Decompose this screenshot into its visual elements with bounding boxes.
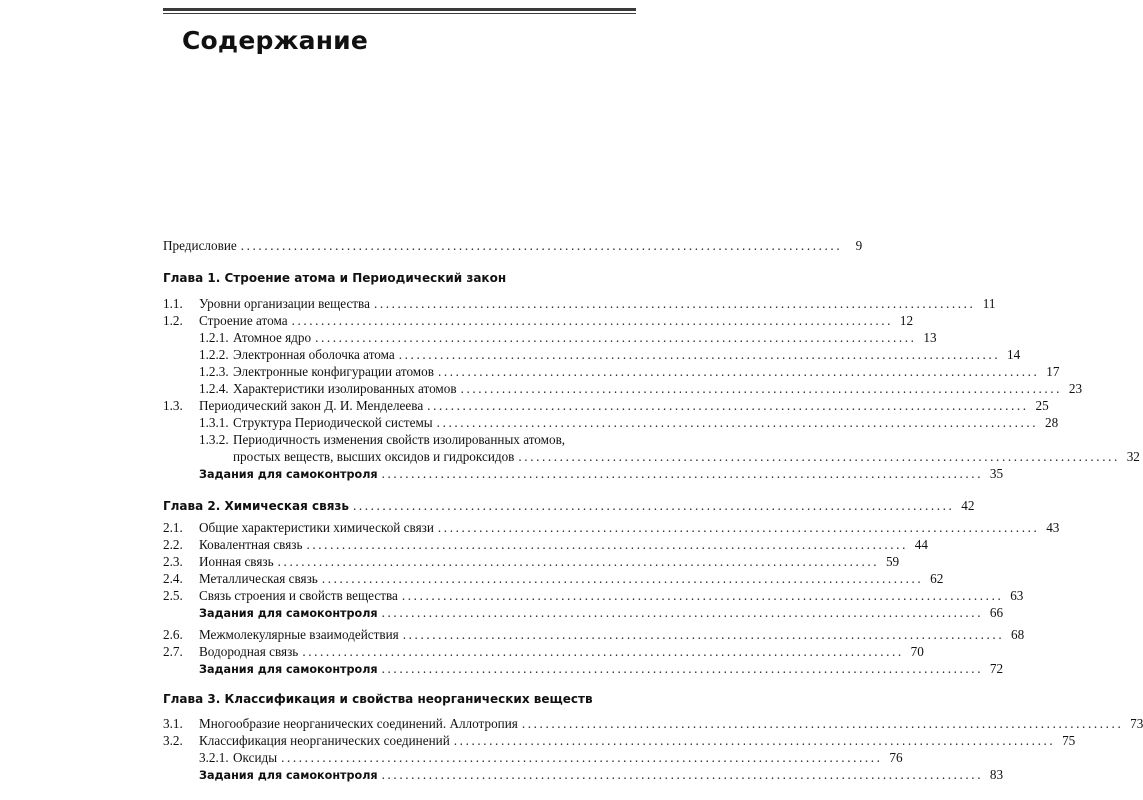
dot-leader: ......................................................................................................: [398, 347, 1001, 362]
section-number: 2.1.: [163, 520, 183, 535]
section-number: 1.2.1.: [199, 330, 229, 345]
section-number: 2.6.: [163, 627, 183, 642]
toc-page-number: 72: [989, 661, 1004, 676]
toc-entry-text: Периодический закон Д. И. Менделеева: [199, 398, 424, 413]
dot-leader: ......................................................................................................: [306, 537, 908, 552]
section-number: 2.2.: [163, 537, 183, 552]
toc-page-number: 17: [1046, 364, 1060, 379]
toc-entry-text: Металлическая связь: [199, 571, 318, 586]
toc-entry-2-2[interactable]: [163, 537, 928, 555]
toc-entry-ch3-tasks[interactable]: [163, 767, 1004, 785]
toc-page-number: 32: [1126, 449, 1140, 464]
toc-page-number: 44: [914, 537, 928, 552]
toc-page-number: 12: [899, 313, 914, 328]
toc-entry-2-7[interactable]: [163, 644, 924, 662]
toc-entry-text: Предисловие: [163, 238, 237, 253]
toc-entry-text: Оксиды: [233, 750, 278, 765]
toc-entry-text: Задания для самоконтроля: [199, 468, 378, 481]
dot-leader: ......................................................................................................: [381, 661, 984, 676]
dot-leader: ......................................................................................................: [381, 605, 984, 620]
toc-entry-3-1[interactable]: [163, 716, 1143, 734]
dot-leader: ......................................................................................................: [381, 767, 984, 782]
toc-page-number: 11: [982, 296, 996, 311]
section-number: 2.5.: [163, 588, 183, 603]
toc-entry-text: Ковалентная связь: [199, 537, 303, 552]
toc-entry-text: Задания для самоконтроля: [199, 607, 378, 620]
section-number: 2.3.: [163, 554, 183, 569]
toc-entry-3-2-1[interactable]: [163, 750, 903, 768]
toc-entry-1-3-2[interactable]: [163, 432, 636, 450]
toc-page-number: 83: [989, 767, 1004, 782]
toc-entry-1-2-2[interactable]: [163, 347, 1021, 365]
chapter-title: Глава 2. Химическая связь: [163, 499, 349, 513]
dot-leader: ......................................................................................................: [436, 415, 1039, 430]
toc-entry-text: Характеристики изолированных атомов: [233, 381, 457, 396]
section-number: 1.3.: [163, 398, 183, 413]
toc-entry-1-2[interactable]: [163, 313, 914, 331]
dot-leader: ......................................................................................................: [437, 520, 1040, 535]
toc-entry-text: Электронные конфигурации атомов: [233, 364, 434, 379]
dot-leader: ......................................................................................................: [460, 381, 1063, 396]
section-number: 1.2.: [163, 313, 183, 328]
dot-leader: ......................................................................................................: [521, 716, 1124, 731]
dot-leader: ......................................................................................................: [352, 498, 955, 513]
toc-entry-text: Общие характеристики химической связи: [199, 520, 434, 535]
toc-entry-1-1[interactable]: [163, 296, 996, 314]
toc-entry-text-continued: простых веществ, высших оксидов и гидроксидов: [233, 449, 515, 464]
section-number: 1.2.4.: [199, 381, 229, 396]
toc-entry-text: Строение атома: [199, 313, 288, 328]
toc-entry-ch1-tasks[interactable]: [163, 466, 1004, 484]
section-number: 1.2.3.: [199, 364, 229, 379]
toc-page-number: 23: [1068, 381, 1083, 396]
toc-chapter-1[interactable]: [163, 271, 636, 289]
dot-leader: ......................................................................................................: [427, 398, 1029, 413]
chapter-title: Глава 3. Классификация и свойства неорганических веществ: [163, 692, 593, 706]
toc-page-number: 13: [923, 330, 937, 345]
toc-entry-preface[interactable]: [163, 238, 863, 256]
toc-page-number: 63: [1010, 588, 1024, 603]
toc-chapter-3[interactable]: [163, 692, 636, 710]
toc-entry-2-3[interactable]: [163, 554, 900, 572]
toc-page-number: 70: [910, 644, 924, 659]
toc-entry-1-3-2-continued[interactable]: [163, 449, 1140, 467]
toc-entry-1-3[interactable]: [163, 398, 1049, 416]
toc-entry-ch2-tasks-2[interactable]: [163, 661, 1004, 679]
section-number: 2.7.: [163, 644, 183, 659]
dot-leader: ......................................................................................................: [453, 733, 1056, 748]
toc-page-number: 59: [885, 554, 900, 569]
toc-entry-1-2-1[interactable]: [163, 330, 937, 348]
dot-leader: ......................................................................................................: [518, 449, 1120, 464]
toc-page-number: 9: [855, 238, 863, 253]
table-of-contents: [163, 0, 1143, 800]
section-number: 1.2.2.: [199, 347, 229, 362]
dot-leader: ......................................................................................................: [401, 588, 1004, 603]
toc-entry-text: Ионная связь: [199, 554, 274, 569]
toc-entry-ch2-tasks-1[interactable]: [163, 605, 1004, 623]
section-number: 1.3.1.: [199, 415, 229, 430]
section-number: 2.4.: [163, 571, 183, 586]
toc-entry-text: Задания для самоконтроля: [199, 769, 378, 782]
toc-chapter-2[interactable]: [163, 498, 975, 516]
toc-entry-2-1[interactable]: [163, 520, 1060, 538]
toc-page-number: 76: [889, 750, 903, 765]
dot-leader: ......................................................................................................: [291, 313, 894, 328]
toc-page-number: 73: [1130, 716, 1143, 731]
toc-entry-text: Задания для самоконтроля: [199, 663, 378, 676]
toc-entry-text: Структура Периодической системы: [233, 415, 433, 430]
toc-page-number: 68: [1011, 627, 1025, 642]
section-number: 1.1.: [163, 296, 183, 311]
chapter-title: Глава 1. Строение атома и Периодический закон: [163, 271, 507, 285]
toc-entry-1-3-1[interactable]: [163, 415, 1059, 433]
dot-leader: ......................................................................................................: [302, 644, 904, 659]
toc-entry-text: Уровни организации вещества: [199, 296, 370, 311]
toc-page-number: 35: [989, 466, 1004, 481]
dot-leader: ......................................................................................................: [402, 627, 1005, 642]
dot-leader: ......................................................................................................: [437, 364, 1040, 379]
dot-leader: ......................................................................................................: [315, 330, 917, 345]
toc-page-number: 66: [989, 605, 1004, 620]
toc-entry-text: Атомное ядро: [233, 330, 312, 345]
toc-page-number: 75: [1062, 733, 1076, 748]
section-number: 3.2.: [163, 733, 183, 748]
dot-leader: ......................................................................................................: [381, 466, 984, 481]
toc-entry-1-2-4[interactable]: [163, 381, 1083, 399]
toc-entry-text: Межмолекулярные взаимодействия: [199, 627, 399, 642]
page-title: Содержание: [182, 26, 369, 55]
toc-page-number: 25: [1035, 398, 1049, 413]
toc-entry-1-2-3[interactable]: [163, 364, 1060, 382]
toc-entry-3-2[interactable]: [163, 733, 1076, 751]
toc-page-number: 14: [1007, 347, 1021, 362]
toc-page-number: 43: [1046, 520, 1060, 535]
toc-page-number: 28: [1044, 415, 1059, 430]
toc-entry-text: Периодичность изменения свойств изолированных атомов,: [233, 432, 566, 447]
toc-page-number: 62: [930, 571, 944, 586]
toc-entry-2-6[interactable]: [163, 627, 1025, 645]
section-number: 3.2.1.: [199, 750, 229, 765]
section-number: 3.1.: [163, 716, 183, 731]
toc-entry-2-5[interactable]: [163, 588, 1024, 606]
toc-entry-text: Электронная оболочка атома: [233, 347, 395, 362]
toc-page-number: 42: [961, 498, 975, 513]
dot-leader: ......................................................................................................: [373, 296, 976, 311]
toc-entry-text: Связь строения и свойств вещества: [199, 588, 398, 603]
dot-leader: ......................................................................................................: [240, 238, 843, 253]
toc-entry-text: Классификация неорганических соединений: [199, 733, 450, 748]
dot-leader: ......................................................................................................: [277, 554, 880, 569]
dot-leader: ......................................................................................................: [281, 750, 883, 765]
section-number: 1.3.2.: [199, 432, 229, 447]
toc-entry-text: Водородная связь: [199, 644, 299, 659]
toc-entry-2-4[interactable]: [163, 571, 944, 589]
dot-leader: ......................................................................................................: [321, 571, 924, 586]
toc-entry-text: Многообразие неорганических соединений. Аллотропия: [199, 716, 518, 731]
